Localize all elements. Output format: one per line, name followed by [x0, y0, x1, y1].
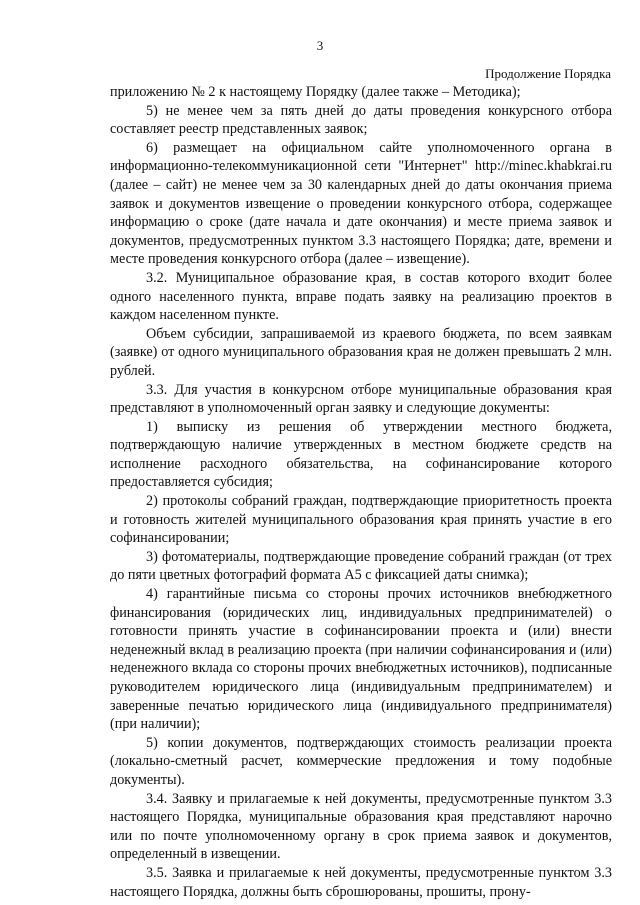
- paragraph-3-3-item-3: 3) фотоматериалы, подтверждающие проведение собраний граждан (от трех до пяти цветных фотографий формата А5 с фиксацией даты снимка);: [110, 548, 612, 584]
- paragraph-continuation: приложению № 2 к настоящему Порядку (далее также – Методика);: [110, 84, 521, 100]
- running-header: Продолжение Порядка: [485, 66, 611, 81]
- paragraph-3-3-item-1: 1) выписку из решения об утверждении местного бюджета, подтверждающую наличие утвержденных в местном бюджете средств на исполнение расходного обязательства, на софинансирование которого предоставляется субсидия;: [110, 418, 612, 491]
- page-number: 3: [316, 38, 324, 53]
- paragraph-3-3-item-5: 5) копии документов, подтверждающих стоимость реализации проекта (локально-сметный расчет, коммерческие предложения и тому подобные документы).: [110, 734, 612, 788]
- paragraph-item-6: 6) размещает на официальном сайте уполномоченного органа в информационно-телекоммуникационной сети "Интернет" http://minec.khabkrai.ru (далее – сайт) не менее чем за 30 календарных дней до даты окончания приема заявок и документов извещение о проведении конкурсного отбора, содержащее информацию о сроке (дате начала и дате окончания) и месте приема заявок и документов, предусмотренных пунктом 3.3 настоящего Порядка; дате, времени и месте проведения конкурсного отбора (далее – извещение).: [110, 139, 612, 268]
- paragraph-3-4: 3.4. Заявку и прилагаемые к ней документы, предусмотренные пунктом 3.3 настоящего Порядка, муниципальные образования края представляют нарочно или по почте уполномоченному органу в срок приема заявок и документов, определенный в извещении.: [110, 790, 612, 863]
- paragraph-3-3-item-2: 2) протоколы собраний граждан, подтверждающие приоритетность проекта и готовность жителей муниципального образования края принять участие в его софинансировании;: [110, 493, 612, 547]
- paragraph-item-5: 5) не менее чем за пять дней до даты проведения конкурсного отбора составляет реестр представленных заявок;: [110, 102, 612, 138]
- paragraph-3-3-item-4: 4) гарантийные письма со стороны прочих источников внебюджетного финансирования (юридических лиц, индивидуальных предпринимателей) о готовности принять участие в софинансировании проекта и (или) внести неденежный вклад в реализацию проекта (при наличии софинансирования и (или) неденежного вклада со стороны прочих внебюджетных источников), подписанные руководителем юридического лица (индивидуальным предпринимателем) и заверенные печатью юридического лица (индивидуального предпринимателя) (при наличии);: [110, 586, 612, 733]
- paragraph-subsidy-limit: Объем субсидии, запрашиваемой из краевого бюджета, по всем заявкам (заявке) от одного муниципального образования края не должен превышать 2 млн. рублей.: [110, 325, 612, 379]
- paragraph-3-5: 3.5. Заявка и прилагаемые к ней документы, предусмотренные пунктом 3.3 настоящего Порядка, должны быть сброшюрованы, прошиты, прону-: [110, 864, 612, 900]
- paragraph-3-2: 3.2. Муниципальное образование края, в состав которого входит более одного населенного пункта, вправе подать заявку на реализацию проектов в каждом населенном пункте.: [110, 269, 612, 324]
- paragraph-3-3: 3.3. Для участия в конкурсном отборе муниципальные образования края представляют в уполномоченный орган заявку и следующие документы:: [110, 381, 612, 417]
- document-body: [110, 83, 612, 901]
